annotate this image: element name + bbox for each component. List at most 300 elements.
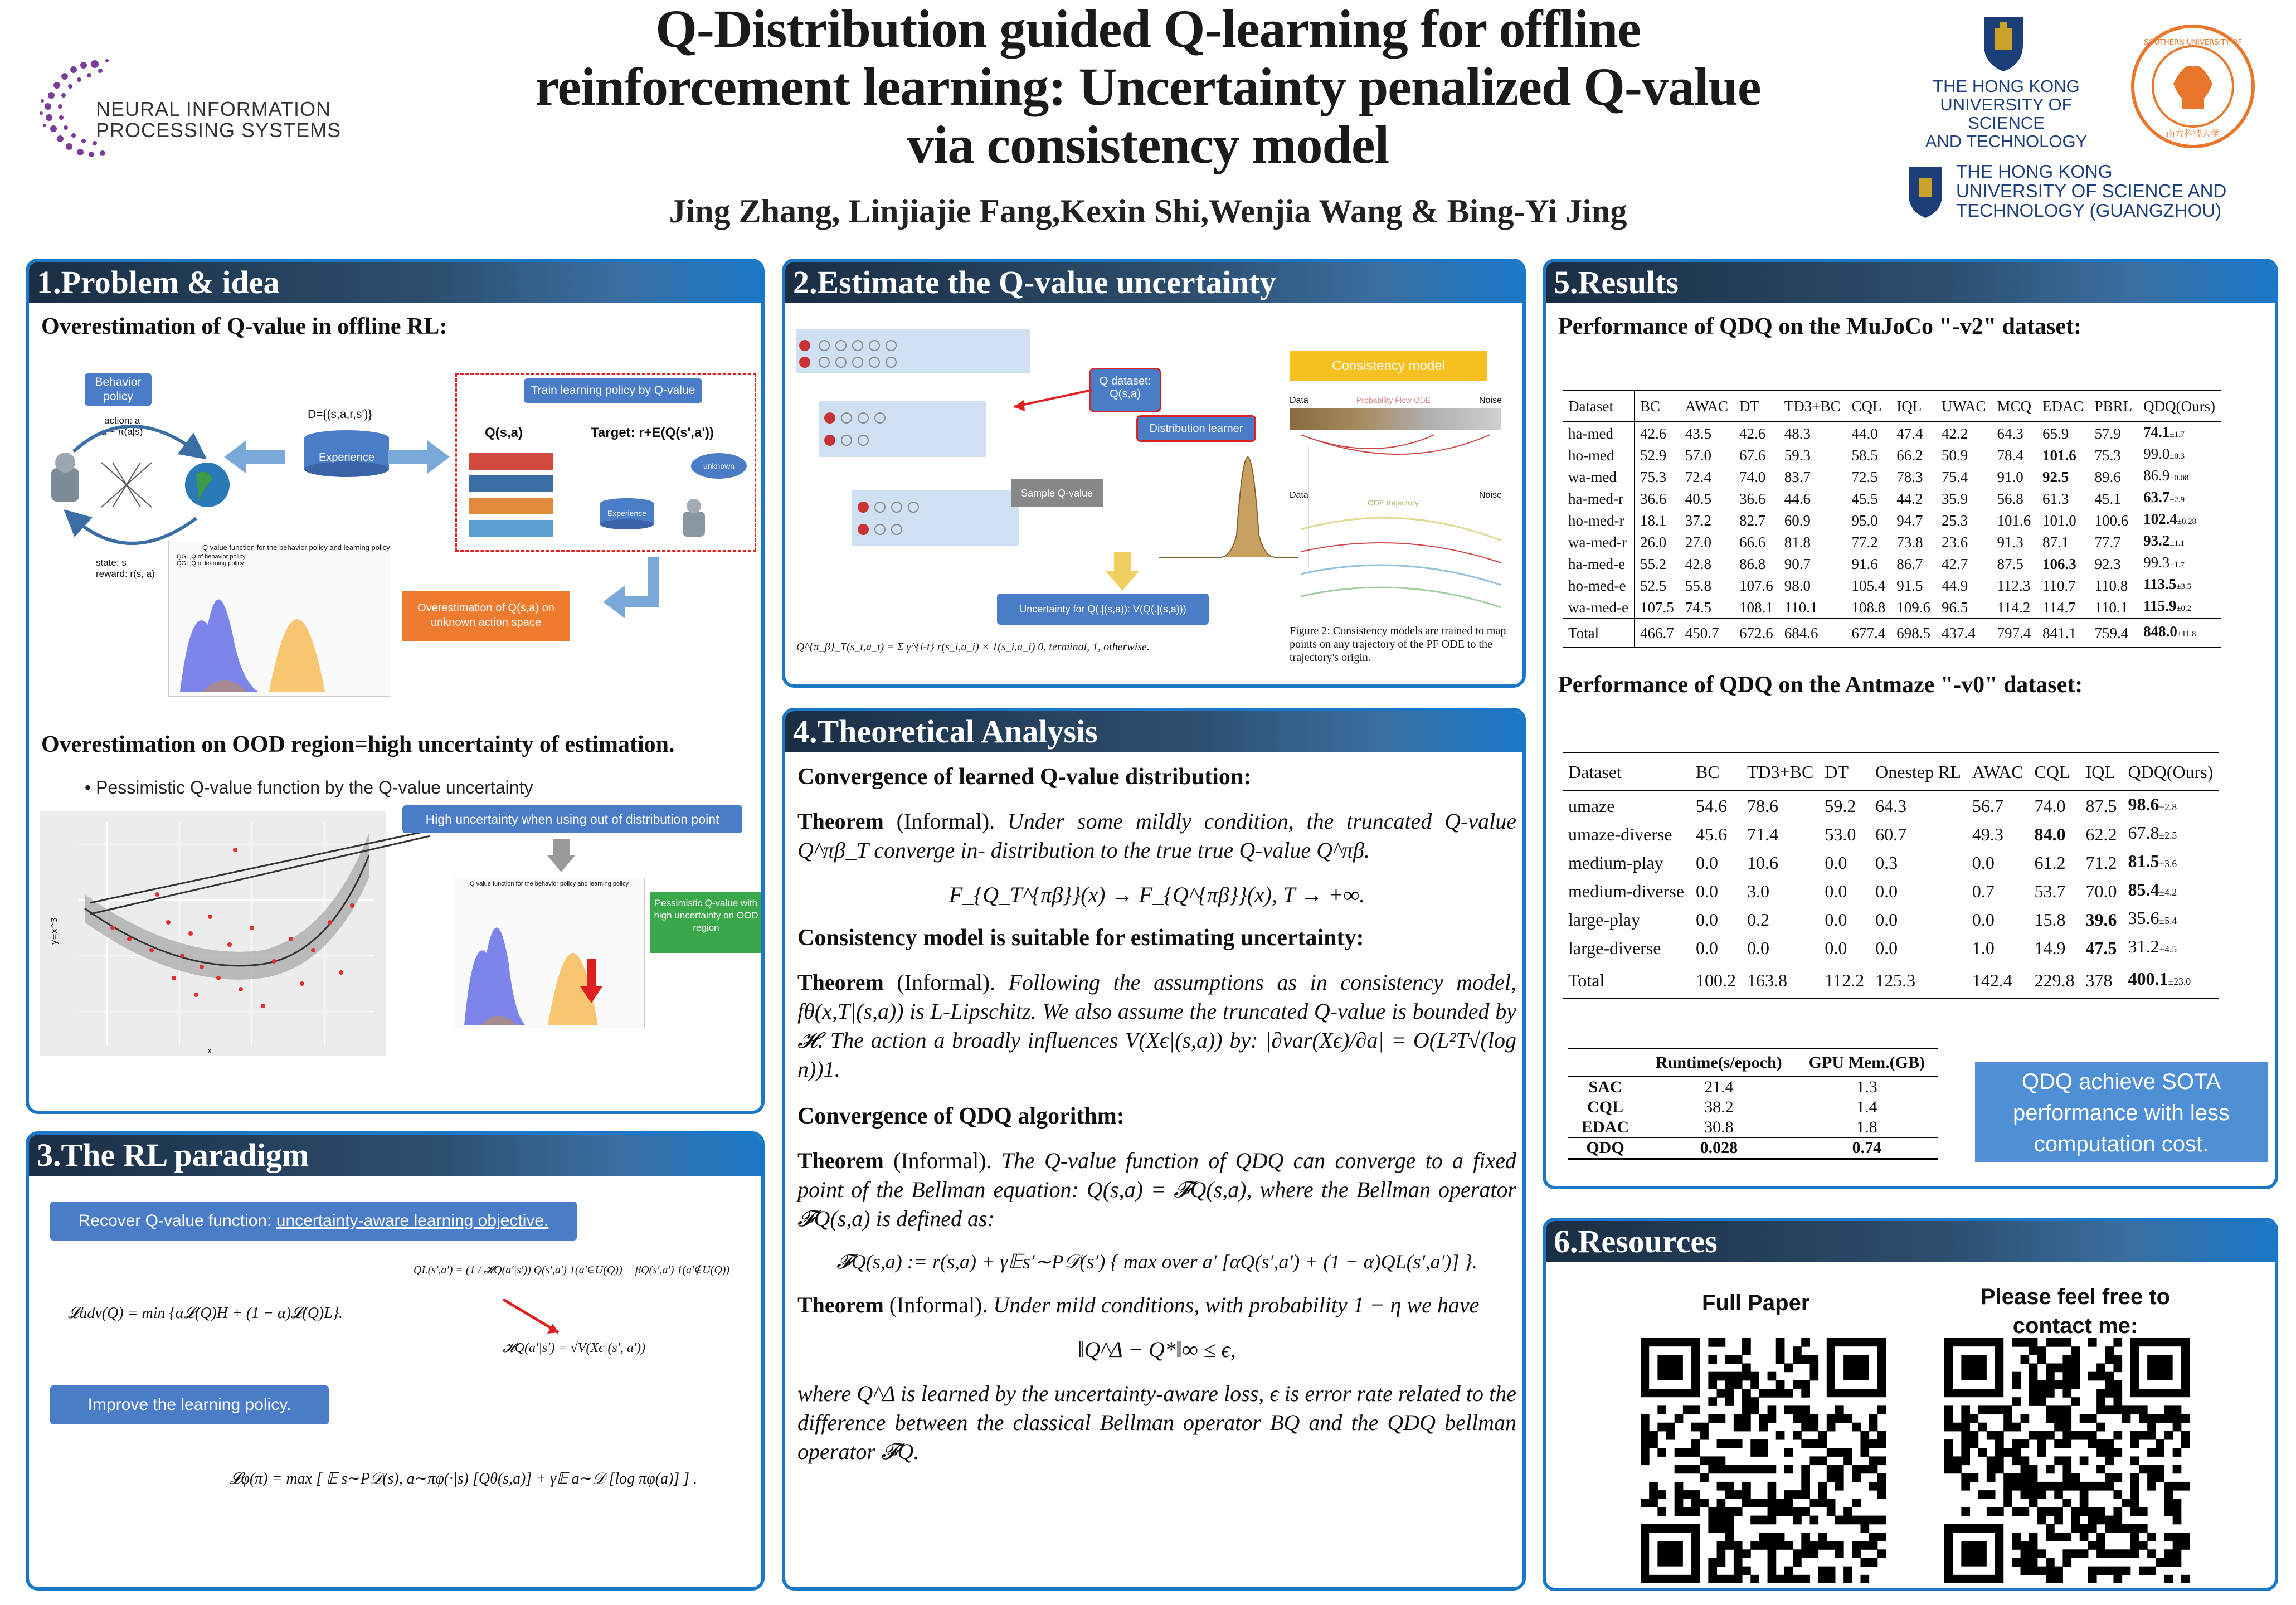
table-cell: medium-play — [1563, 848, 1690, 877]
theorem-3-informal: (Informal). — [893, 1148, 992, 1173]
svg-text:南方科技大学: 南方科技大学 — [2166, 128, 2220, 139]
table-cell: 52.9 — [1640, 446, 1667, 464]
table-cell: 36.6 — [1640, 490, 1667, 507]
distribution-learner-box: Distribution learner — [1136, 415, 1256, 442]
table-cell: 0.0 — [1825, 909, 1847, 930]
table-cell: 98.0 — [1784, 577, 1811, 594]
theorem-4-head: Theorem — [797, 1292, 884, 1317]
column-header: CQL — [2029, 753, 2080, 791]
section-header: 2.Estimate the Q-value uncertainty — [785, 262, 1522, 303]
theorem-2-informal: (Informal). — [897, 970, 995, 995]
qr-code-contact-icon[interactable] — [1944, 1338, 2190, 1583]
table-cell: ho-med-e — [1563, 575, 1634, 596]
table-cell: 56.7 — [1972, 795, 2003, 816]
table-cell: 55.8 — [1685, 577, 1711, 594]
table-cell: 437.4 — [1936, 619, 1992, 648]
table-cell: 70.0 — [2085, 881, 2117, 901]
table-cell — [2138, 553, 2221, 575]
table-cell: 0.0 — [1875, 937, 1898, 958]
offline-rl-diagram — [40, 373, 759, 697]
subheading: Convergence of learned Q-value distribution: — [797, 764, 1252, 790]
figure-caption: Figure 2: Consistency models are trained to map points on any trajectory of the PF ODE to the trajectory's origin. — [1290, 625, 1506, 664]
table-cell — [2123, 962, 2219, 999]
table-cell — [2138, 444, 2221, 466]
qsa-label: Q(s,a) — [485, 425, 523, 440]
theorem-3-body: The Q-value function of QDQ can converge to a fixed point of the Bellman equation: Q(s,a) = 𝓕Q(s,a), where the Bellman operator 𝓕Q(s,a) is defined as: — [797, 1148, 1516, 1231]
table-cell: 65.9 — [2042, 425, 2069, 442]
table-cell: umaze — [1563, 791, 1690, 820]
poster-title — [357, 0, 1939, 174]
theorem-4-body: Under mild conditions, with probability 1 − η we have — [993, 1292, 1480, 1317]
contact-label: Please feel free to contact me: — [1980, 1285, 2171, 1338]
qdq-value: 86.9 — [2143, 467, 2170, 484]
table-cell: 0.3 — [1875, 852, 1898, 873]
table-cell: wa-med-r — [1563, 531, 1634, 553]
table-cell: 91.3 — [1997, 533, 2023, 551]
table-cell: 91.0 — [1997, 468, 2023, 485]
table-cell: 0.0 — [1825, 852, 1847, 873]
hkust-crest-icon — [1978, 11, 2029, 72]
table-row — [1563, 422, 2221, 444]
table-cell: 78.3 — [1896, 468, 1923, 485]
subheading: Overestimation of Q-value in offline RL: — [41, 314, 447, 339]
qr-code-paper-icon[interactable] — [1641, 1338, 1886, 1583]
column-header: UWAC — [1936, 391, 1992, 422]
table-cell: 50.9 — [1942, 446, 1968, 464]
qdq-std: ±1.7 — [2169, 561, 2185, 570]
table-cell: 94.7 — [1896, 512, 1923, 529]
table-cell — [2138, 509, 2221, 531]
table-row — [1563, 553, 2221, 575]
table-header-row — [1568, 1049, 1938, 1077]
neurips-line2: PROCESSING SYSTEMS — [96, 119, 342, 142]
column-header: TD3+BC — [1742, 753, 1819, 791]
table-cell: 75.3 — [2094, 446, 2121, 464]
table-cell: large-play — [1563, 905, 1690, 933]
section-problem-idea — [26, 259, 765, 1114]
qdq-value: 113.5 — [2143, 576, 2177, 592]
table-cell: 15.8 — [2034, 909, 2066, 930]
table-cell: 72.5 — [1851, 468, 1878, 485]
table-row — [1563, 509, 2221, 531]
table-cell: 0.7 — [1972, 881, 1995, 901]
table-cell: 1.4 — [1856, 1098, 1877, 1116]
qdq-std: ±2.9 — [2169, 495, 2185, 504]
column-header: DT — [1819, 753, 1870, 791]
table-cell: 89.6 — [2094, 468, 2121, 485]
table-cell: 47.4 — [1896, 425, 1923, 442]
table-row — [1568, 1097, 1938, 1117]
table-cell: 83.7 — [1784, 468, 1811, 485]
column-header: Dataset — [1563, 391, 1634, 422]
qdq-std: ±4.5 — [2159, 943, 2177, 955]
arrow-lines — [85, 819, 475, 986]
qdq-std: ±3.5 — [2176, 582, 2192, 591]
table-cell: umaze-diverse — [1563, 820, 1690, 848]
table-row — [1563, 820, 2219, 848]
table-cell: 74.0 — [1739, 468, 1766, 485]
table-cell: 378 — [2080, 962, 2123, 999]
subheading-antmaze: Performance of QDQ on the Antmaze "-v0" dataset: — [1558, 672, 2083, 698]
q-dataset-box: Q dataset: Q(s,a) — [1089, 368, 1161, 412]
q-value-distribution-chart — [168, 541, 391, 697]
table-cell: wa-med-e — [1563, 596, 1634, 619]
svg-text:x: x — [207, 1047, 212, 1056]
table-cell — [2123, 791, 2219, 820]
table-cell: 60.7 — [1875, 824, 1907, 844]
mujoco-table-wrap — [1563, 390, 2221, 648]
svg-text:SOUTHERN UNIVERSITY OF: SOUTHERN UNIVERSITY OF — [2144, 38, 2242, 47]
table-cell: 42.8 — [1685, 555, 1711, 572]
column-header: QDQ(Ours) — [2138, 391, 2221, 422]
qdq-value: 848.0 — [2143, 623, 2177, 640]
column-header: Onestep RL — [1870, 753, 1967, 791]
table-cell: 78.6 — [1747, 795, 1778, 816]
table-cell: 797.4 — [1992, 619, 2037, 648]
table-cell: 77.2 — [1851, 533, 1878, 551]
table-cell: 71.4 — [1747, 824, 1778, 844]
uncertainty-box: Uncertainty for Q(.|(s,a)): V(Q(.|(s,a))) — [997, 594, 1209, 625]
table-cell: 84.0 — [2034, 824, 2066, 844]
table-cell: 30.8 — [1704, 1118, 1734, 1136]
theorem-2-body: Following the assumptions as in consistency model, fθ(x,T|(s,a)) is L-Lipschitz. We also assume the truncated Q-value is bounded by 𝓗. The action a broadly influences V(Xϵ|(s,a)) by: |∂var(Xϵ)/∂a| = O(L²T√(log n))1. — [797, 970, 1517, 1082]
table-cell: 91.6 — [1851, 555, 1878, 572]
arrow-right-icon — [388, 440, 450, 474]
bullet-text: Pessimistic Q-value function by the Q-value uncertainty — [96, 777, 533, 797]
table-cell: 59.2 — [1825, 795, 1856, 816]
table-cell: 100.2 — [1690, 962, 1742, 999]
table-cell: 64.3 — [1997, 425, 2023, 442]
table-row — [1568, 1077, 1938, 1097]
theorem-3-eq: 𝓕Q(s,a) := r(s,a) + γ𝔼s′∼P𝒟(s′) { max over a′ [αQ(s′,a′) + (1 − α)QL(s′,a′)] }. — [836, 1251, 1477, 1273]
table-cell: 77.7 — [2094, 533, 2121, 551]
theorem-4-tail — [797, 1379, 1516, 1466]
qdq-std: ±11.8 — [2177, 630, 2196, 639]
section-header: 6.Resources — [1546, 1221, 2275, 1262]
section-results — [1543, 259, 2278, 1189]
title-line-3: via consistency model — [907, 115, 1389, 174]
hkust-gz-logo — [1906, 162, 2240, 228]
table-cell: 26.0 — [1640, 533, 1667, 551]
pf-ode-figure — [1290, 396, 1512, 479]
table-cell: 107.5 — [1640, 599, 1674, 616]
table-cell: 18.1 — [1640, 512, 1667, 529]
table-cell: 0.0 — [1747, 937, 1769, 958]
table-cell: 40.5 — [1685, 490, 1711, 507]
hkust-line1: THE HONG KONG — [1933, 76, 2080, 96]
qdq-std: ±0.28 — [2177, 517, 2196, 526]
column-header: IQL — [1891, 391, 1936, 422]
table-row — [1568, 1117, 1938, 1138]
table-cell: 53.7 — [2034, 881, 2066, 901]
table-cell: 0.0 — [1875, 909, 1898, 930]
ode-arrows — [1290, 429, 1501, 479]
sustech-seal-logo — [2129, 22, 2257, 150]
antmaze-table-wrap — [1563, 752, 2219, 999]
qdq-value: 81.5 — [2128, 851, 2159, 871]
pessimistic-q-chart — [453, 878, 645, 1028]
theorem-1-head: Theorem — [797, 809, 884, 834]
legend-learning: QGL,Q of learning policy — [177, 560, 244, 567]
subheading-ood: Overestimation on OOD region=high uncertainty of estimation. — [41, 732, 675, 757]
table-cell: 229.8 — [2029, 962, 2080, 999]
table-row — [1563, 596, 2221, 619]
table-cell: 92.3 — [2094, 555, 2121, 572]
eq-ql: QL(s′,a′) = (1 / 𝓗Q(a′|s′)) Q(s′,a′) 1(a′∈U(Q)) + βQ(s′,a′) 1(a′∉U(Q)) — [414, 1264, 730, 1276]
unknown-bubble: unknown — [691, 453, 747, 479]
pf-ode-label: Probability Flow ODE — [1356, 396, 1431, 405]
subheading-mujoco: Performance of QDQ on the MuJoCo "-v2" dataset: — [1558, 314, 2081, 339]
table-row — [1563, 488, 2221, 509]
recover-prefix: Recover Q-value function: — [78, 1212, 276, 1230]
section-header: 5.Results — [1546, 262, 2275, 303]
data-label: Data — [1290, 396, 1308, 405]
qdq-std: ±0.3 — [2169, 452, 2185, 461]
theorem-2-head: Theorem — [797, 970, 884, 995]
red-arrow-icon — [503, 1299, 570, 1344]
theorem-1-body: Under some mildly condition, the truncated Q-value Q^πβ_T converge in- distribution to the true true Q-value Q^πβ. — [797, 809, 1516, 863]
neurips-logo — [33, 53, 357, 164]
table-cell: 64.3 — [1875, 795, 1907, 816]
table-row — [1563, 619, 2221, 648]
section-header: 1.Problem & idea — [29, 262, 761, 303]
table-cell: 81.8 — [1784, 533, 1811, 551]
column-header: TD3+BC — [1779, 391, 1846, 422]
table-cell: Total — [1563, 619, 1634, 648]
table-cell: 114.2 — [1997, 599, 2031, 616]
table-cell: 106.3 — [2042, 555, 2076, 572]
table-cell: 163.8 — [1742, 962, 1819, 999]
table-cell: 101.6 — [1997, 512, 2031, 529]
table-cell: 100.6 — [2094, 512, 2129, 529]
table-cell: 109.6 — [1896, 599, 1931, 616]
table-cell: 49.3 — [1972, 824, 2003, 844]
table-cell: 59.3 — [1784, 446, 1811, 464]
qdq-value: 99.0 — [2143, 445, 2170, 462]
table-cell: 0.0 — [1972, 909, 1995, 930]
action-dist-label: a ~ π(a|s) — [101, 426, 143, 437]
eq-h: 𝓗Q(a′|s′) = √V(Xϵ|(s′, a′)) — [503, 1341, 646, 1355]
table-cell: 27.0 — [1685, 533, 1711, 551]
table-cell: 0.0 — [1695, 852, 1718, 873]
table-cell — [2123, 820, 2219, 848]
table-cell: 73.8 — [1896, 533, 1923, 551]
table-cell: 35.9 — [1942, 490, 1968, 507]
table-cell: 698.5 — [1891, 619, 1936, 648]
table-cell: 101.6 — [2042, 446, 2076, 464]
qdq-value: 85.4 — [2128, 879, 2159, 899]
table-cell: QDQ — [1568, 1138, 1642, 1159]
table-row — [1563, 466, 2221, 488]
legend-behavior: QGL,Q of behavior policy — [177, 553, 246, 560]
table-cell: 45.6 — [1695, 824, 1727, 844]
column-header: IQL — [2080, 753, 2123, 791]
table-cell: 92.5 — [2042, 468, 2069, 485]
bullet-pessimistic: • Pessimistic Q-value function by the Q-value uncertainty — [85, 777, 533, 797]
qdq-value: 74.1 — [2143, 424, 2170, 440]
table-cell: 110.8 — [2094, 577, 2128, 594]
trajectory-grid-figure — [796, 323, 1030, 557]
table-cell: 96.5 — [1942, 599, 1968, 616]
table-cell: 87.1 — [2042, 533, 2069, 551]
behavior-policy-box: Behavior policy — [85, 373, 152, 406]
table-cell: 36.6 — [1739, 490, 1766, 507]
column-header: BC — [1634, 391, 1679, 422]
table-cell: 841.1 — [2037, 619, 2089, 648]
table-cell: 72.4 — [1685, 468, 1711, 485]
table-cell: 61.3 — [2042, 490, 2069, 507]
table-cell — [2123, 848, 2219, 877]
hkust-line2: UNIVERSITY OF SCIENCE — [1940, 95, 2073, 133]
qdq-value: 99.3 — [2143, 554, 2170, 571]
runtime-table — [1568, 1048, 1938, 1160]
mujoco-table — [1563, 390, 2221, 648]
table-row — [1563, 933, 2219, 962]
pessimistic-density-curves — [453, 892, 645, 1031]
sample-q-box: Sample Q-value — [1011, 479, 1103, 507]
table-cell: 95.0 — [1851, 512, 1878, 529]
authors: Jing Zhang, Linjiajie Fang,Kexin Shi,Wenjia Wang & Bing-Yi Jing — [669, 193, 1627, 230]
table-cell: 450.7 — [1680, 619, 1734, 648]
table-cell: 39.6 — [2085, 909, 2117, 930]
table-cell: 86.8 — [1739, 555, 1766, 572]
table-cell: 112.2 — [1819, 962, 1870, 999]
table-cell — [2138, 575, 2221, 596]
table-cell: 57.0 — [1685, 446, 1711, 464]
table-cell: 0.0 — [1825, 937, 1847, 958]
qdq-std: ±2.5 — [2159, 830, 2177, 841]
qdq-std: ±5.4 — [2159, 915, 2177, 926]
down-arrow-icon — [1106, 552, 1139, 591]
column-header: CQL — [1846, 391, 1891, 422]
train-policy-dashed-box — [455, 373, 756, 552]
qdq-value: 35.6 — [2128, 908, 2159, 928]
sustech-seal-icon — [2129, 22, 2257, 150]
table-row — [1563, 444, 2221, 466]
table-cell — [2138, 619, 2221, 648]
table-header-row — [1563, 753, 2219, 791]
table-cell: 37.2 — [1685, 512, 1711, 529]
qdq-value: 93.2 — [2143, 532, 2170, 549]
table-row — [1563, 791, 2219, 820]
column-header: Runtime(s/epoch) — [1642, 1049, 1796, 1077]
section-estimate-uncertainty — [782, 259, 1526, 688]
table-cell: 60.9 — [1784, 512, 1811, 529]
qdq-std: ±1.7 — [2169, 430, 2185, 439]
table-cell: 53.0 — [1825, 824, 1856, 844]
table-cell: 0.0 — [1695, 881, 1718, 901]
table-cell: ho-med-r — [1563, 509, 1634, 531]
eq-adv: 𝓛adv(Q) = min {α𝓛(Q)H + (1 − α)𝓛(Q)L}. — [68, 1305, 343, 1322]
theorem-4-eq: ‖Q^Δ − Q*‖∞ ≤ ϵ, — [1078, 1337, 1236, 1362]
full-paper-label: Full Paper — [1702, 1291, 1810, 1315]
density-curves — [169, 558, 392, 697]
small-chart-title: Q value function for the behavior policy and learning policy — [470, 881, 629, 887]
column-header: AWAC — [1680, 391, 1734, 422]
qdq-value: 400.1 — [2128, 969, 2168, 989]
table-cell: 42.7 — [1942, 555, 1968, 572]
table-cell: wa-med — [1563, 466, 1634, 488]
qdq-value: 98.6 — [2128, 794, 2159, 814]
consistency-model-label: Consistency model — [1290, 351, 1487, 381]
table-cell: 110.1 — [1784, 599, 1818, 616]
qdq-std: ±0.08 — [2169, 474, 2189, 483]
table-cell: 66.6 — [1739, 533, 1766, 551]
column-header: BC — [1690, 753, 1742, 791]
qdq-std: ±3.6 — [2159, 858, 2177, 869]
table-cell: 74.0 — [2034, 795, 2066, 816]
table-row — [1563, 877, 2219, 905]
table-cell: ha-med — [1563, 422, 1634, 444]
subheading: Consistency model is suitable for estimating uncertainty: — [797, 925, 1364, 951]
table-cell: 110.1 — [2094, 599, 2128, 616]
column-header: EDAC — [2037, 391, 2089, 422]
title-line-1: Q-Distribution guided Q-learning for offline — [655, 0, 1641, 59]
table-cell: 25.3 — [1942, 512, 1968, 529]
column-header: AWAC — [1967, 753, 2029, 791]
column-header: GPU Mem.(GB) — [1796, 1049, 1938, 1077]
noise-label-2: Noise — [1479, 490, 1502, 500]
table-cell: 90.7 — [1784, 555, 1811, 572]
theorem-3-head: Theorem — [797, 1148, 884, 1173]
neural-net-grid-icon — [464, 448, 558, 548]
table-cell — [2138, 531, 2221, 553]
table-cell: large-diverse — [1563, 933, 1690, 962]
table-cell: 114.7 — [2042, 599, 2076, 616]
hkustgz-line3: TECHNOLOGY (GUANGZHOU) — [1956, 200, 2222, 221]
theorem-1-informal: (Informal). — [896, 809, 995, 834]
q-formula — [796, 641, 1150, 654]
experience2-label: Experience — [607, 509, 647, 518]
experience-label: Experience — [318, 451, 375, 464]
table-cell: 0.0 — [1875, 881, 1898, 901]
theorem-4-tail-text: where Q^Δ is learned by the uncertainty-aware loss, ϵ is error rate related to the difference between the classical Bellman operator BQ and the QDQ bellman operator 𝓕Q. — [797, 1381, 1516, 1464]
table-cell — [2123, 933, 2219, 962]
table-cell: 45.5 — [1851, 490, 1878, 507]
noise-label: Noise — [1479, 396, 1502, 405]
hkust-line3: AND TECHNOLOGY — [1925, 132, 2088, 151]
table-cell — [2138, 422, 2221, 444]
subheading: Convergence of QDQ algorithm: — [797, 1103, 1125, 1129]
overestimation-box: Overestimation of Q(s,a) on unknown action space — [402, 591, 570, 641]
table-cell: 74.5 — [1685, 599, 1711, 616]
pessimistic-box: Pessimistic Q-value with high uncertainty on OOD region — [650, 892, 762, 953]
section-resources — [1543, 1218, 2278, 1591]
table-cell: 108.8 — [1851, 599, 1886, 616]
table-cell: 21.4 — [1704, 1078, 1734, 1096]
table-cell: 52.5 — [1640, 577, 1667, 594]
table-cell: 14.9 — [2034, 937, 2066, 958]
table-cell: 0.0 — [1695, 937, 1718, 958]
table-cell: ha-med-e — [1563, 553, 1634, 575]
table-cell: 44.2 — [1896, 490, 1923, 507]
table-cell: 108.1 — [1739, 599, 1773, 616]
trajectory-curves — [1290, 507, 1512, 613]
table-cell: 42.2 — [1942, 425, 1968, 442]
section-header: 4.Theoretical Analysis — [785, 711, 1522, 752]
title-line-2: reinforcement learning: Uncertainty penalized Q-value — [535, 57, 1761, 116]
high-uncertainty-label: High uncertainty when using out of distribution point — [402, 805, 742, 833]
arrow-down-icon — [547, 839, 575, 872]
state-label: state: s — [96, 557, 127, 568]
table-cell: 1.3 — [1856, 1078, 1877, 1096]
improve-policy-label: Improve the learning policy. — [50, 1385, 329, 1424]
table-header-row — [1563, 391, 2221, 422]
table-cell: 10.6 — [1747, 852, 1778, 873]
sota-box: QDQ achieve SOTA performance with less computation cost. — [1975, 1062, 2268, 1162]
chart-title: Q value function for the behavior policy and learning policy — [202, 543, 390, 552]
table-cell — [2123, 905, 2219, 933]
